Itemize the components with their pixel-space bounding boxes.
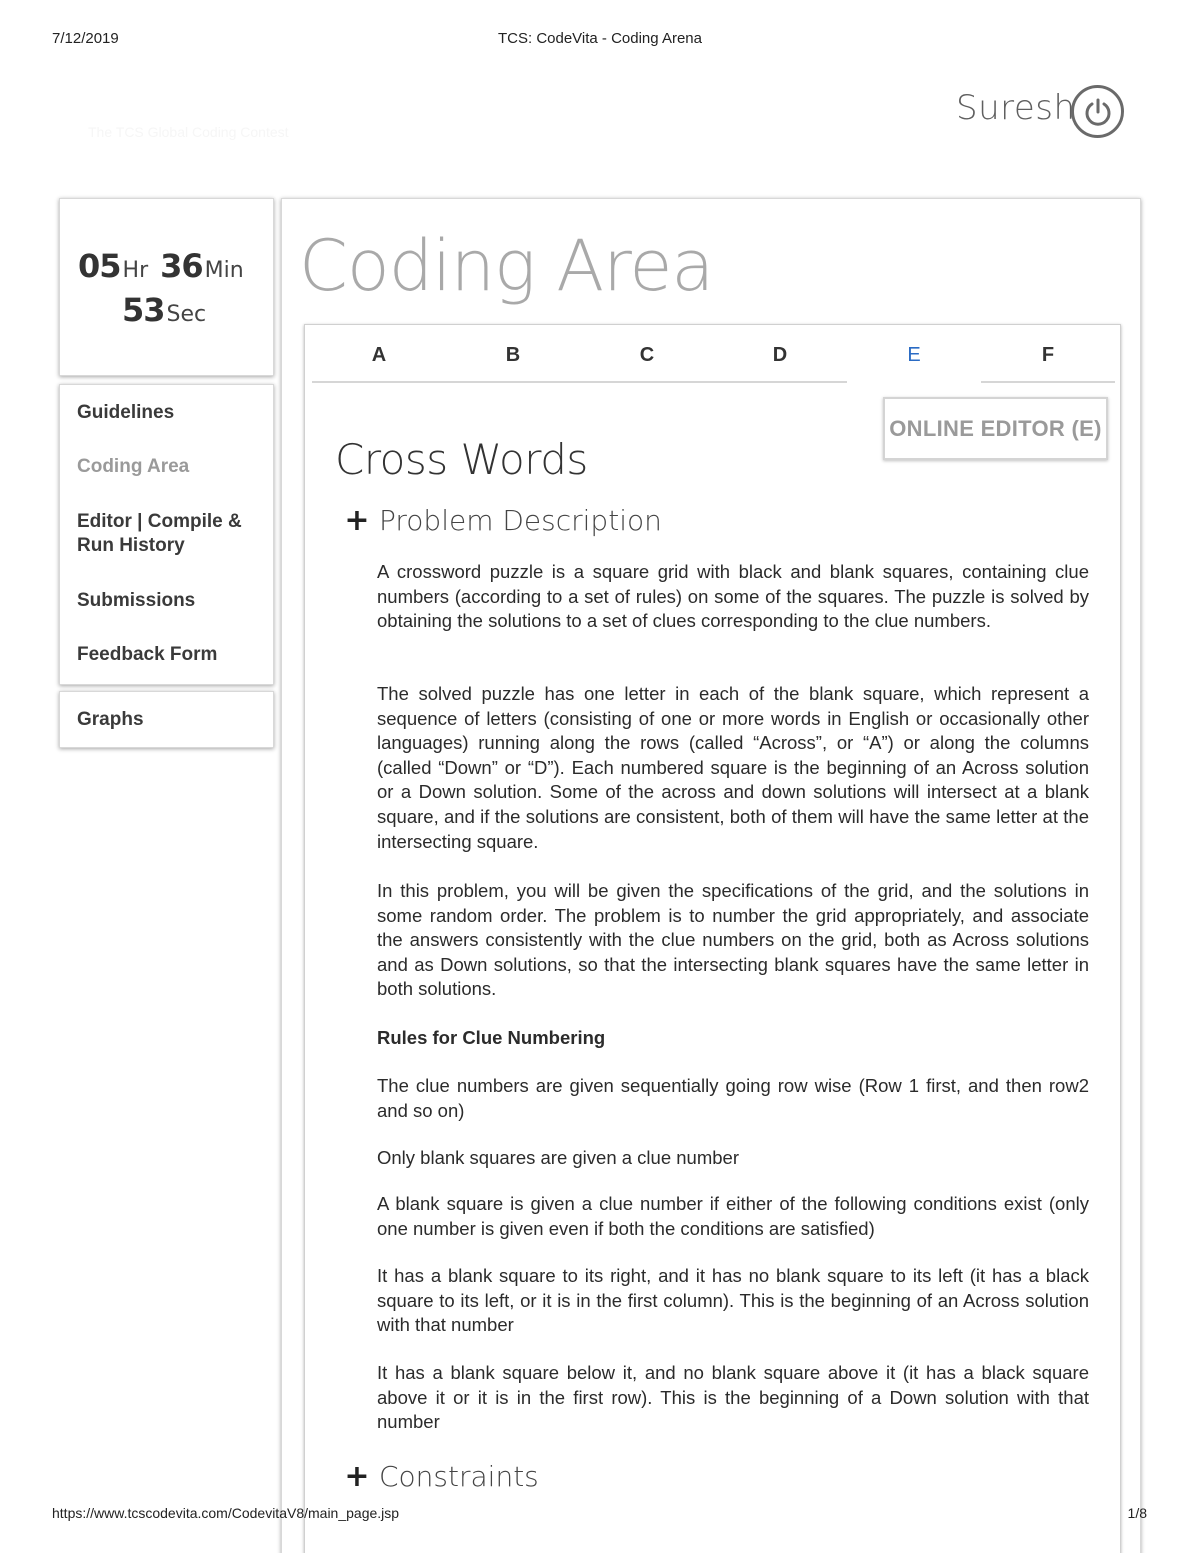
paragraph: The clue numbers are given sequentially going row wise (Row 1 first, and then row2 and so on)	[377, 1075, 1089, 1121]
paragraph: A blank square is given a clue number if either of the following conditions exist (only one number is given even if both the conditions are satisfied)	[377, 1193, 1089, 1239]
constraints-toggle[interactable]	[341, 1459, 539, 1494]
main-panel	[281, 198, 1141, 1553]
sidebar-item-editor-history[interactable]: Editor | Compile & Run History	[77, 511, 242, 556]
timer-minutes-unit: Min	[204, 258, 244, 283]
sidebar-item-graphs[interactable]: Graphs	[77, 709, 144, 730]
timer-panel	[59, 198, 274, 376]
problem-title: Cross Words	[335, 435, 588, 484]
tab-e[interactable]: E	[907, 344, 921, 366]
paragraph: A crossword puzzle is a square grid with black and blank squares, containing clue numbers (according to a set of rules) on some of the squares. The puzzle is solved by obtaining the solutions to a set of clues corresponding to the clue numbers.	[377, 561, 1089, 632]
section-label: Problem Description	[379, 504, 662, 537]
plus-icon: +	[344, 503, 370, 538]
print-title: TCS: CodeVita - Coding Arena	[497, 30, 702, 47]
online-editor-button[interactable]: ONLINE EDITOR (E)	[883, 397, 1108, 460]
rules-heading: Rules for Clue Numbering	[377, 1027, 606, 1048]
timer-hours: 05	[78, 247, 121, 285]
timer-hours-unit: Hr	[122, 258, 149, 283]
problem-container	[304, 324, 1121, 1553]
tab-b[interactable]: B	[505, 344, 521, 366]
tab-f[interactable]: F	[1041, 344, 1055, 366]
paragraph: In this problem, you will be given the specifications of the grid, and the solutions in some random order. The problem is to number the grid appropriately, and associate the answers consistently with the clue numbers on the grid, both as Across solutions and as Down solutions, so that the intersecting blank squares have the same letter in both solutions.	[377, 880, 1089, 1000]
print-url: https://www.tcscodevita.com/CodevitaV8/main_page.jsp	[52, 1505, 400, 1521]
paragraph: It has a blank square to its right, and it has no blank square to its left (it has a black square to its left, or it is in the first column). This is the beginning of an Across solution with that number	[377, 1265, 1089, 1336]
problem-description-toggle[interactable]	[341, 503, 662, 538]
tab-a[interactable]: A	[371, 344, 387, 366]
sidebar-nav	[59, 384, 274, 685]
page-title: Coding Area	[299, 225, 714, 307]
section-label: Constraints	[379, 1460, 539, 1493]
sidebar-item-guidelines[interactable]: Guidelines	[77, 402, 175, 423]
print-date: 7/12/2019	[52, 30, 119, 47]
timer-minutes: 36	[160, 247, 203, 285]
sidebar-item-feedback-form[interactable]: Feedback Form	[77, 644, 218, 665]
paragraph: The solved puzzle has one letter in each of the blank square, which represent a sequence of letters (consisting of one or more words in English or occasionally other languages) running along the rows (called “Across”, or “A”) or along the columns (called “Down” or “D”). Each numbered square is the beginning of an Across solution or a Down solution. Some of the across and down solutions will intersect at a blank square, and if the solutions are consistent, both of them will have the same letter at the intersecting square.	[377, 683, 1089, 852]
user-name: Suresh	[956, 88, 1076, 128]
tab-c[interactable]: C	[639, 344, 655, 366]
sidebar-item-coding-area[interactable]: Coding Area	[77, 456, 190, 477]
timer-seconds: 53	[122, 291, 165, 329]
tab-d[interactable]: D	[772, 344, 788, 366]
sidebar-item-submissions[interactable]: Submissions	[77, 590, 196, 611]
timer-seconds-row	[122, 291, 218, 329]
problem-tabs	[312, 325, 1115, 383]
timer-seconds-unit: Sec	[166, 302, 207, 327]
site-tagline: The TCS Global Coding Contest	[88, 124, 289, 140]
plus-icon: +	[344, 1459, 370, 1494]
timer-hours-minutes	[78, 247, 256, 285]
print-page-number: 1/8	[1127, 1505, 1147, 1521]
sidebar-graphs-panel	[59, 691, 274, 748]
paragraph: Only blank squares are given a clue number	[377, 1147, 739, 1168]
paragraph: It has a blank square below it, and no blank square above it (it has a black square above it or it is in the first row). This is the beginning of a Down solution with that number	[377, 1362, 1089, 1433]
power-icon[interactable]	[1071, 85, 1124, 138]
active-tab-indicator	[847, 381, 981, 383]
